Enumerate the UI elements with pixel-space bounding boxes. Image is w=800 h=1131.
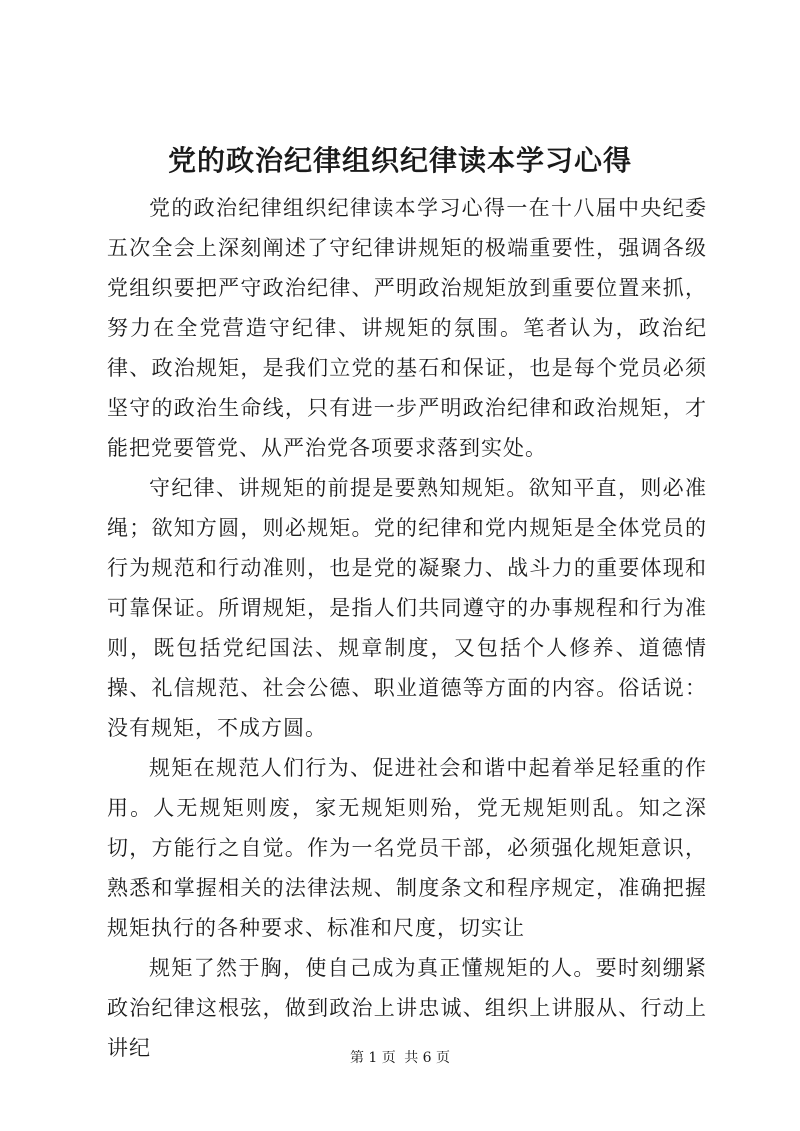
document-body [107,188,707,1068]
paragraph-3: 规矩在规范人们行为、促进社会和谐中起着举足轻重的作用。人无规矩则废，家无规矩则殆，党无规矩则乱。知之深切，方能行之自觉。作为一名党员干部，必须强化规矩意识，熟悉和掌握相关的法律法规、制度条文和程序规定，准确把握规矩执行的各种要求、标准和尺度，切实让 [107,756,707,940]
page-number: 第 1 页 [349,1050,396,1066]
paragraph-4: 规矩了然于胸，使自己成为真正懂规矩的人。要时刻绷紧政治纪律这根弦，做到政治上讲忠诚、组织上讲服从、行动上讲纪 [107,956,707,1060]
page-total: 共 6 页 [404,1050,451,1066]
page-footer [0,1049,800,1067]
paragraph-2: 守纪律、讲规矩的前提是要熟知规矩。欲知平直，则必准绳；欲知方圆，则必规矩。党的纪律和党内规矩是全体党员的行为规范和行动准则，也是党的凝聚力、战斗力的重要体现和可靠保证。所谓规矩，是指人们共同遵守的办事规程和行为准则，既包括党纪国法、规章制度，又包括个人修养、道德情操、礼信规范、社会公德、职业道德等方面的内容。俗话说：没有规矩，不成方圆。 [107,476,707,740]
document-title: 党的政治纪律组织纪律读本学习心得 [167,144,632,177]
paragraph-1: 党的政治纪律组织纪律读本学习心得一在十八届中央纪委五次全会上深刻阐述了守纪律讲规矩的极端重要性，强调各级党组织要把严守政治纪律、严明政治规矩放到重要位置来抓，努力在全党营造守纪律、讲规矩的氛围。笔者认为，政治纪律、政治规矩，是我们立党的基石和保证，也是每个党员必须坚守的政治生命线，只有进一步严明政治纪律和政治规矩，才能把党要管党、从严治党各项要求落到实处。 [107,196,707,460]
